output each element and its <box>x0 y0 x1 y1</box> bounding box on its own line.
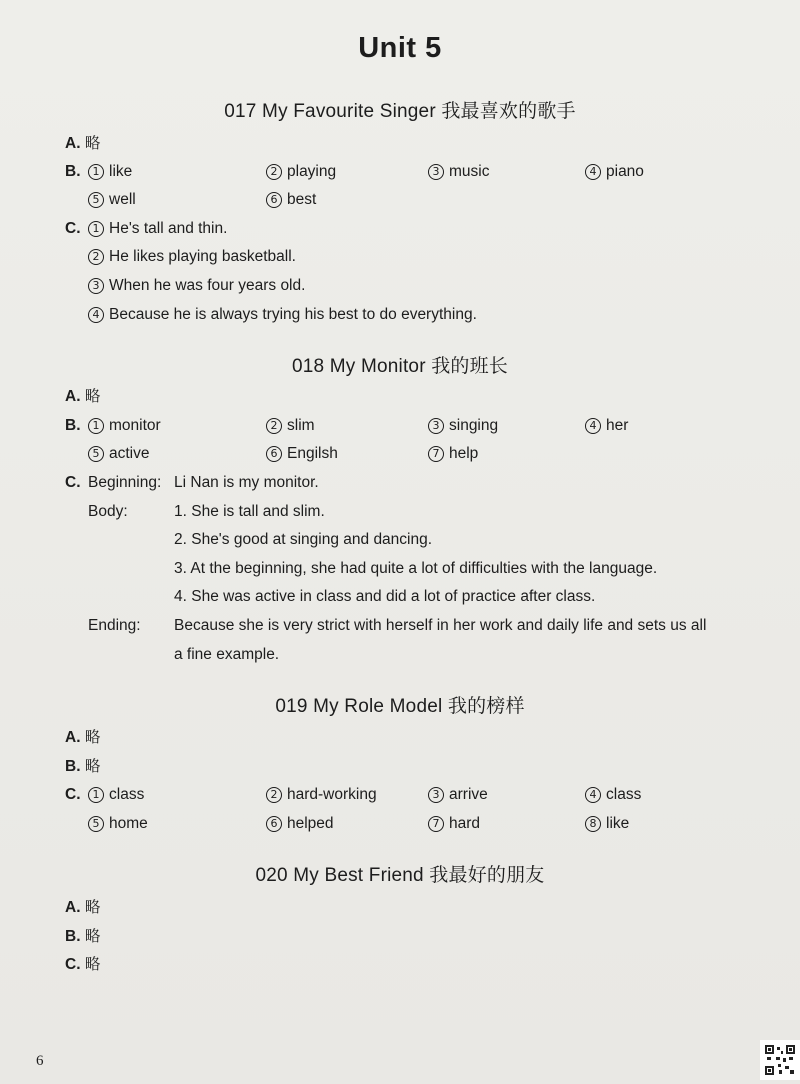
s018-b-item-1 <box>88 416 161 436</box>
answer-text: music <box>449 163 490 180</box>
answer-text: active <box>109 445 150 462</box>
circled-number: 5 <box>88 816 104 832</box>
s020-a-label: A. <box>65 899 81 916</box>
qr-code-icon <box>760 1040 800 1080</box>
s019-c-item-2 <box>266 785 377 805</box>
s017-b-item-6 <box>266 190 316 210</box>
s019-c-item-5 <box>88 814 148 834</box>
section-title-017: 017 My Favourite Singer 我最喜欢的歌手 <box>224 101 576 122</box>
s019-c-item-8 <box>585 814 629 834</box>
s018-b-item-5 <box>88 444 150 464</box>
circled-number: 2 <box>266 164 282 180</box>
circled-number: 3 <box>88 278 104 294</box>
s020-b-text: 略 <box>84 928 101 945</box>
answer-text: like <box>606 815 630 832</box>
circled-number: 6 <box>266 446 282 462</box>
answer-text: her <box>606 417 629 434</box>
section-title-020: 020 My Best Friend 我最好的朋友 <box>255 865 545 886</box>
s019-answer-b <box>65 757 100 777</box>
circled-number: 7 <box>428 446 444 462</box>
circled-number: 3 <box>428 787 444 803</box>
s017-b-item-1 <box>88 162 132 182</box>
s018-beginning-label: Beginning: <box>88 474 162 491</box>
s019-c-label: C. <box>65 786 81 803</box>
s019-answer-a <box>65 728 100 748</box>
answer-text: arrive <box>449 786 488 803</box>
s020-a-text: 略 <box>84 899 101 916</box>
circled-number: 2 <box>266 418 282 434</box>
s019-c-item-3 <box>428 785 488 805</box>
s018-b-item-3 <box>428 416 498 436</box>
unit-title: Unit 5 <box>358 32 442 64</box>
answer-text: best <box>287 191 317 208</box>
s019-c-item-6 <box>266 814 334 834</box>
answer-text: like <box>109 163 133 180</box>
s017-b-item-4 <box>585 162 644 182</box>
page-number: 6 <box>36 1053 44 1069</box>
s018-b-item-2 <box>266 416 315 436</box>
s017-b-item-3 <box>428 162 489 182</box>
circled-number: 6 <box>266 192 282 208</box>
answer-text: well <box>109 191 136 208</box>
circled-number: 4 <box>88 307 104 323</box>
s018-b-item-4 <box>585 416 628 436</box>
s017-b-item-5 <box>88 190 136 210</box>
s018-body-line-1: 1. She is tall and slim. <box>174 503 325 520</box>
s018-b-item-7 <box>428 444 478 464</box>
s018-body-line-2: 2. She's good at singing and dancing. <box>174 531 433 548</box>
s018-b-label: B. <box>65 417 81 434</box>
answer-text: Because he is always trying his best to do everything. <box>109 306 477 323</box>
s017-c-item-1 <box>88 219 227 239</box>
circled-number: 7 <box>428 816 444 832</box>
s019-b-text: 略 <box>84 758 101 775</box>
s018-ending-line-2: a fine example. <box>174 646 280 663</box>
s017-answer-a <box>65 134 100 154</box>
answer-text: slim <box>287 417 315 434</box>
answer-text: class <box>606 786 642 803</box>
circled-number: 3 <box>428 164 444 180</box>
answer-text: Engilsh <box>287 445 338 462</box>
s018-body-line-4: 4. She was active in class and did a lot of practice after class. <box>174 588 596 605</box>
answer-text: piano <box>606 163 644 180</box>
circled-number: 8 <box>585 816 601 832</box>
s020-b-label: B. <box>65 928 81 945</box>
circled-number: 2 <box>88 249 104 265</box>
s019-c-item-4 <box>585 785 641 805</box>
answer-text: helped <box>287 815 334 832</box>
answer-text: playing <box>287 163 337 180</box>
answer-text: home <box>109 815 148 832</box>
s017-c-label: C. <box>65 220 81 237</box>
circled-number: 1 <box>88 418 104 434</box>
s017-b-item-2 <box>266 162 336 182</box>
s020-answer-a <box>65 898 100 918</box>
s020-c-label: C. <box>65 956 81 973</box>
s018-body-label: Body: <box>88 503 128 520</box>
s020-answer-b <box>65 927 100 947</box>
s017-c-item-2 <box>88 247 296 267</box>
answer-text: help <box>449 445 479 462</box>
s020-c-text: 略 <box>84 956 101 973</box>
s018-beginning-text: Li Nan is my monitor. <box>174 474 319 491</box>
circled-number: 1 <box>88 164 104 180</box>
answer-text: singing <box>449 417 499 434</box>
circled-number: 1 <box>88 221 104 237</box>
circled-number: 5 <box>88 446 104 462</box>
circled-number: 3 <box>428 418 444 434</box>
circled-number: 1 <box>88 787 104 803</box>
circled-number: 4 <box>585 787 601 803</box>
s018-c-label: C. <box>65 474 81 491</box>
answer-text: He likes playing basketball. <box>109 248 296 265</box>
s018-ending-line-1: Because she is very strict with herself in her work and daily life and sets us all <box>174 617 707 634</box>
s017-c-item-4 <box>88 305 477 325</box>
s017-a-label: A. <box>65 135 81 152</box>
s019-a-text: 略 <box>84 729 101 746</box>
s018-a-text: 略 <box>84 388 101 405</box>
circled-number: 5 <box>88 192 104 208</box>
s017-c-item-3 <box>88 276 305 296</box>
s018-ending-label: Ending: <box>88 617 141 634</box>
answer-text: When he was four years old. <box>109 277 306 294</box>
s018-answer-a <box>65 387 100 407</box>
s019-b-label: B. <box>65 758 81 775</box>
circled-number: 6 <box>266 816 282 832</box>
s017-a-text: 略 <box>84 135 101 152</box>
s020-answer-c <box>65 955 100 975</box>
answer-text: hard <box>449 815 481 832</box>
s019-c-item-1 <box>88 785 144 805</box>
s019-a-label: A. <box>65 729 81 746</box>
circled-number: 4 <box>585 418 601 434</box>
circled-number: 2 <box>266 787 282 803</box>
section-title-018: 018 My Monitor 我的班长 <box>291 356 509 377</box>
answer-text: class <box>109 786 145 803</box>
answer-text: hard-working <box>287 786 377 803</box>
s018-b-item-6 <box>266 444 338 464</box>
s018-a-label: A. <box>65 388 81 405</box>
s019-c-item-7 <box>428 814 480 834</box>
s017-b-label: B. <box>65 163 81 180</box>
section-title-019: 019 My Role Model 我的榜样 <box>275 696 525 717</box>
circled-number: 4 <box>585 164 601 180</box>
s018-body-line-3: 3. At the beginning, she had quite a lot of difficulties with the language. <box>174 560 658 577</box>
answer-text: He's tall and thin. <box>109 220 228 237</box>
answer-text: monitor <box>109 417 161 434</box>
